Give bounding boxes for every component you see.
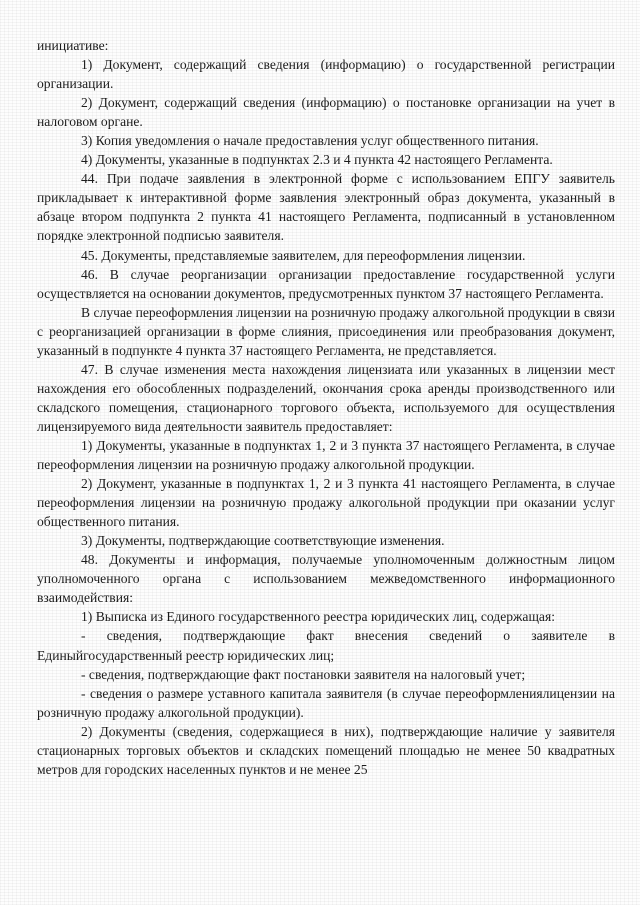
paragraph: - сведения, подтверждающие факт внесения сведений о заявителе в Единыйгосударственный реестр юридических лиц; <box>37 628 615 663</box>
paragraph: 1) Документы, указанные в подпунктах 1, 2 и 3 пункта 37 настоящего Регламента, в случае переоформления лицензии на розничную продажу алкогольной продукции. <box>37 437 615 473</box>
paragraph: инициативе: <box>37 38 109 53</box>
paragraph: 44. При подаче заявления в электронной форме с использованием ЕПГУ заявитель прикладывает к интерактивной форме заявления электронный образ документа, указанный в абзаце втором подпункта 2 пункта 41 настоящего Регламента, подписанный в установленном порядке электронной подписью заявителя. <box>37 171 615 244</box>
paragraph: 1) Выписка из Единого государственного реестра юридических лиц, содержащая: <box>81 609 555 625</box>
paragraph: 47. В случае изменения места нахождения лицензиата или указанных в лицензии мест нахождения его обособленных подразделений, окончания срока аренды производственного или складского помещения, стационарного торгового объекта, используемого для осуществления лицензируемого вида деятельности заявитель предоставляет: <box>37 361 615 434</box>
paragraph: 2) Документы (сведения, содержащиеся в них), подтверждающие наличие у заявителя стационарных торговых объектов и складских помещений площадью не менее 50 квадратных метров для городских населенных пунктов и не менее 25 <box>37 723 615 777</box>
paragraph: 2) Документ, содержащий сведения (информацию) о постановке организации на учет в налоговом органе. <box>37 95 615 130</box>
paragraph: В случае переоформления лицензии на розничную продажу алкогольной продукции в связи с реорганизацией организации в форме слияния, присоединения или преобразования документ, указанный в подпункте 4 пункта 37 настоящего Регламента, не представляется. <box>37 304 615 358</box>
paragraph: 3) Документы, подтверждающие соответствующие изменения. <box>81 533 445 549</box>
paragraph: 46. В случае реорганизации организации предоставление государственной услуги осуществляется на основании документов, предусмотренных пунктом 37 настоящего Регламента. <box>37 266 615 301</box>
paragraph: 1) Документ, содержащий сведения (информацию) о государственной регистрации организации. <box>37 57 615 92</box>
paragraph: 2) Документ, указанные в подпунктах 1, 2 и 3 пункта 41 настоящего Регламента, в случае переоформления лицензии на розничную продажу алкогольной продукции при оказании услуг общественного питания. <box>37 476 615 530</box>
paragraph: - сведения о размере уставного капитала заявителя (в случае переоформлениялицензии на розничную продажу алкогольной продукции). <box>37 685 615 720</box>
paragraph: 45. Документы, представляемые заявителем, для переоформления лицензии. <box>81 247 526 263</box>
paragraph: - сведения, подтверждающие факт постановки заявителя на налоговый учет; <box>81 666 526 682</box>
paragraph: 3) Копия уведомления о начале предоставления услуг общественного питания. <box>81 133 539 149</box>
paragraph: 48. Документы и информация, получаемые уполномоченным должностным лицом уполномоченного органа с использованием межведомственного информационного взаимодействия: <box>37 552 615 606</box>
document-body <box>37 36 615 779</box>
paragraph: 4) Документы, указанные в подпунктах 2.3 и 4 пункта 42 настоящего Регламента. <box>81 152 553 168</box>
